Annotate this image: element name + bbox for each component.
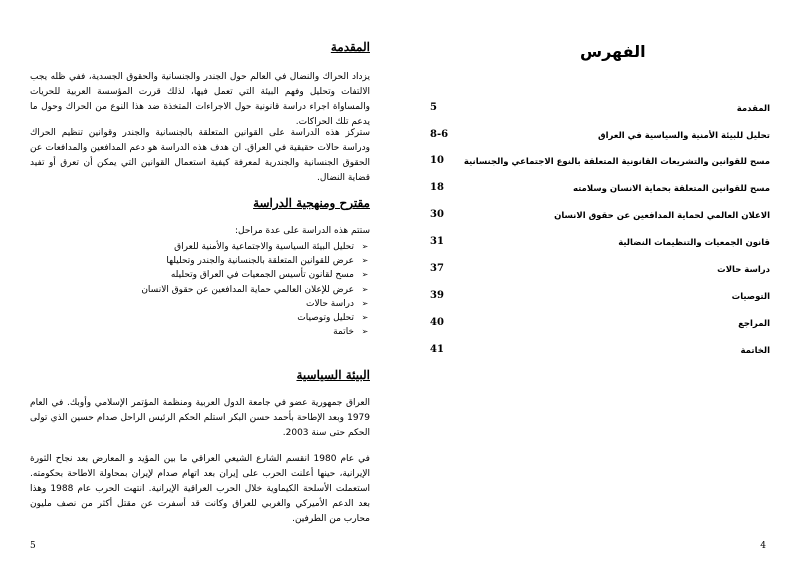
toc-entry-page: 37 [430, 263, 444, 274]
toc-entry-title: التوصيات [731, 292, 770, 302]
list-item [141, 283, 370, 297]
political-paragraph: العراق جمهورية عضو في جامعة الدول العربية ومنظمة المؤتمر الإسلامي وأوبك. في العام 1979 وبعد الإطاحة بأحمد حسن البكر استلم الحكم الرئيس الراحل صدام حسين الذي تولى الحكم حتى سنة 2003. [30, 398, 370, 438]
toc-entry-title: مسح للقوانين والتشريعات القانونية المتعلقة بالنوع الاجتماعي والجنسانية [463, 157, 770, 167]
list-item [141, 254, 370, 268]
page-number: 5 [30, 541, 36, 551]
toc-entry-title: الخاتمة [740, 346, 770, 356]
toc-entry-page: 40 [430, 317, 444, 328]
toc-entry-page: 18 [430, 182, 444, 193]
stage-text: عرض للإعلان العالمي حماية المدافعين عن حقوق الانسان [141, 284, 354, 295]
toc-entry-page: 39 [430, 290, 444, 301]
page-number: 4 [760, 541, 766, 551]
toc-entry-title: المقدمة [736, 104, 770, 114]
political-heading: البيئة السياسية [296, 368, 370, 382]
methodology-heading: مقترح ومنهجية الدراسة [253, 196, 370, 210]
toc-row [430, 344, 770, 360]
toc-row [430, 182, 770, 198]
methodology-intro: ستتم هذه الدراسة على عدة مراحل: [235, 226, 370, 236]
toc-row [430, 209, 770, 225]
stage-text: خاتمة [333, 327, 354, 338]
stage-text: عرض للقوانين المتعلقة بالجنسانية والجندر وتحليلها [166, 256, 354, 267]
stage-text: تحليل وتوصيات [297, 313, 354, 324]
list-item [141, 311, 370, 325]
toc-entry-title: تحليل للبيئة الأمنية والسياسية في العراق [597, 131, 770, 141]
toc-row [430, 263, 770, 279]
toc-row [430, 102, 770, 118]
arrow-bullet-icon: ➢ [361, 256, 369, 266]
list-item [141, 325, 370, 339]
toc-row [430, 290, 770, 306]
political-paragraph-2: في عام 1980 انقسم الشارع الشيعي العراقي ما بين المؤيد و المعارض بعد نجاح الثورة الإيرانية، حينها أعلنت الحرب على إيران بعد اتهام صدام لإيران بمحاولة الاطاحة بحكومته. استعملت الأسلحة الكيماوية خلال الحرب العراقية الإيرانية. انتهت الحرب عام 1988 وهذا بعد الدعم الأميركي والغربي للعراق وكانت قد أسفرت عن مقتل أكثر من نصف مليون محارب من الطرفين. [30, 454, 370, 524]
stage-text: دراسة حالات [306, 298, 354, 309]
toc-title: الفهرس [580, 42, 646, 61]
toc-entry-title: المراجع [738, 319, 770, 329]
stage-text: تحليل البيئة السياسية والاجتماعية والأمنية للعراق [174, 242, 354, 252]
toc-entry-page: 41 [430, 344, 444, 355]
arrow-bullet-icon: ➢ [361, 284, 369, 294]
toc-row [430, 155, 770, 171]
toc-row [430, 236, 770, 252]
toc-entry-title: الاعلان العالمي لحماية المدافعين عن حقوق الانسان [554, 211, 770, 221]
intro-paragraph: يزداد الحراك والنضال في العالم حول الجندر والجنسانية والحقوق الجسدية، ففي ظله يجب الالتفات وتحليل وفهم البيئة التي تعمل فيها، لذلك قررت المؤسسة العربية للحريات والمساواة اجراء دراسة قانونية حول الاجراءات المتخذة ضد هذا النوع من الحراك وحول ما يدعم تلك الحراكات. [30, 72, 370, 127]
arrow-bullet-icon: ➢ [361, 313, 369, 323]
arrow-bullet-icon: ➢ [361, 298, 369, 308]
toc-entry-title: قانون الجمعيات والتنظيمات النضالية [618, 238, 770, 248]
toc-row [430, 317, 770, 333]
toc-entry-title: دراسة حالات [717, 265, 770, 275]
stage-text: مسح لقانون تأسيس الجمعيات في العراق وتحليله [170, 270, 354, 281]
intro-heading: المقدمة [330, 40, 370, 54]
list-item [141, 240, 370, 254]
toc-entry-page: 30 [430, 209, 444, 220]
right-page [400, 0, 800, 566]
arrow-bullet-icon: ➢ [361, 242, 369, 251]
toc-entry-page: 10 [430, 155, 444, 166]
list-item [141, 297, 370, 311]
toc-entry-page: 31 [430, 236, 444, 247]
toc-entry-page: 5 [430, 102, 437, 113]
toc-entry-title: مسح للقوانين المتعلقة بحماية الانسان وسلامته [572, 184, 770, 194]
arrow-bullet-icon: ➢ [361, 270, 369, 280]
methodology-stage-list [141, 240, 370, 339]
arrow-bullet-icon: ➢ [361, 327, 369, 337]
intro-paragraph-2: ستركز هذه الدراسة على القوانين المتعلقة بالجنسانية والجندر وقوانين تنظيم الحراك ودراسة حالات حقيقية في العراق. ان هدف هذه الدراسة هو دعم المدافعين والمدافعات عن الحقوق الجنسانية والجندرية لمعرفة كيفية استعمال القوانين التي يمكن أن تعرق أو تفيد قضاية النضال. [30, 128, 370, 183]
list-item [141, 268, 370, 282]
toc-entry-page: 8-6 [430, 129, 449, 140]
toc-row [430, 129, 770, 145]
